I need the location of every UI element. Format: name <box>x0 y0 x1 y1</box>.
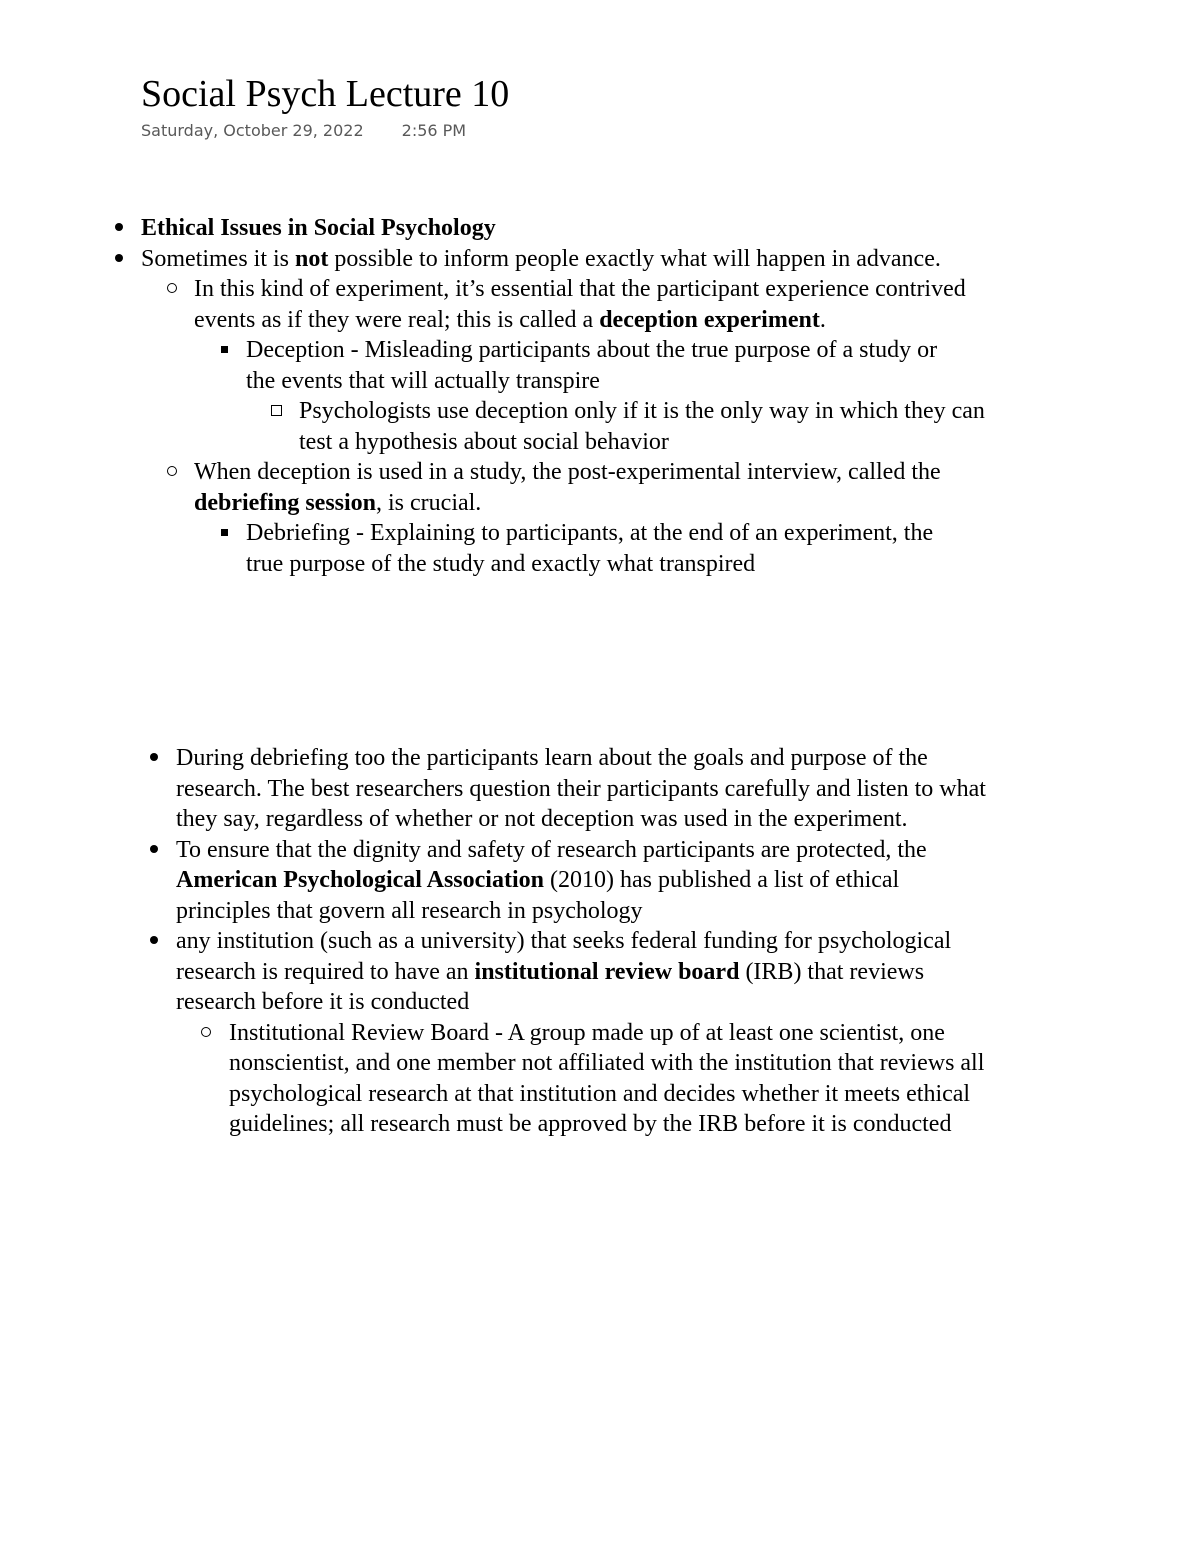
list-item: Institutional Review Board - A group made up of at least one scientist, one nonscientist, and one member not affiliated with the institution that reviews all psychological research at that institution and decides whether it meets ethical guidelines; all research must be approved by the IRB before it is conducted <box>229 1018 986 1140</box>
list-item: In this kind of experiment, it’s essential that the participant experience contrived events as if they were real; this is called a deception experiment. Deception - Misleading participants about the true purpose of a study or the events that will actually transpire Psychologists use deception only if it is the only way in which they can test a hypothesis about social behavior <box>194 274 981 457</box>
bullet-square-icon <box>211 335 237 366</box>
bullet-circle-icon <box>193 1018 219 1049</box>
list-item <box>0 213 981 244</box>
bullet-dot-icon <box>106 213 132 244</box>
bullet-open-square-icon <box>263 396 289 427</box>
list-item: Psychologists use deception only if it is the only way in which they can test a hypothesis about social behavior <box>299 396 999 457</box>
outline-section-2 <box>0 743 986 1140</box>
list-item: When deception is used in a study, the post-experimental interview, called the debriefing session, is crucial. Debriefing - Explaining to participants, at the end of an experiment, the true purpose of the study and exactly what transpired <box>194 457 981 579</box>
bullet-dot-icon <box>141 835 167 866</box>
list-item: To ensure that the dignity and safety of research participants are protected, the American Psychological Association (2010) has published a list of ethical principles that govern all research in psychology <box>0 835 986 927</box>
list-item: any institution (such as a university) that seeks federal funding for psychological research is required to have an institutional review board (IRB) that reviews research before it is conducted Institutional Review Board - A group made up of at least one scientist, one nonscientist, and one member not affiliated with the institution that reviews all psychological research at that institution and decides whether it meets ethical guidelines; all research must be approved by the IRB before it is conducted <box>0 926 986 1140</box>
bullet-circle-icon <box>159 274 185 305</box>
bullet-dot-icon <box>106 244 132 275</box>
bullet-dot-icon <box>141 743 167 774</box>
bullet-circle-icon <box>159 457 185 488</box>
page-title: Social Psych Lecture 10 <box>141 73 510 115</box>
note-timestamp <box>141 121 466 140</box>
note-date: Saturday, October 29, 2022 <box>141 121 364 140</box>
list-item: Debriefing - Explaining to participants, at the end of an experiment, the true purpose of the study and exactly what transpired <box>246 518 946 579</box>
list-item: Deception - Misleading participants about the true purpose of a study or the events that will actually transpire Psychologists use deception only if it is the only way in which they can test a hypothesis about social behavior <box>246 335 946 457</box>
outline-section-1 <box>0 213 985 579</box>
list-item: Sometimes it is not possible to inform people exactly what will happen in advance. In this kind of experiment, it’s essential that the participant experience contrived events as if they were real; this is called a deception experiment. Deception - Misleading participants about the true purpose of a study or the events that will actually transpire Psychologists use deception only if it is the only way in which they can test a hypothesis about social behavior When deception is used in a study, the post-experimental interview, called the debriefing session, is crucial. Debriefing - Explaining to participants, at the end of an experiment, the true purpose of the study and exactly what transpired <box>0 244 981 580</box>
section-heading: Ethical Issues in Social Psychology <box>141 215 496 241</box>
bullet-dot-icon <box>141 926 167 957</box>
bullet-square-icon <box>211 518 237 549</box>
note-time: 2:56 PM <box>401 121 467 140</box>
list-item: During debriefing too the participants learn about the goals and purpose of the research. The best researchers question their participants carefully and listen to what they say, regardless of whether or not deception was used in the experiment. <box>0 743 986 835</box>
